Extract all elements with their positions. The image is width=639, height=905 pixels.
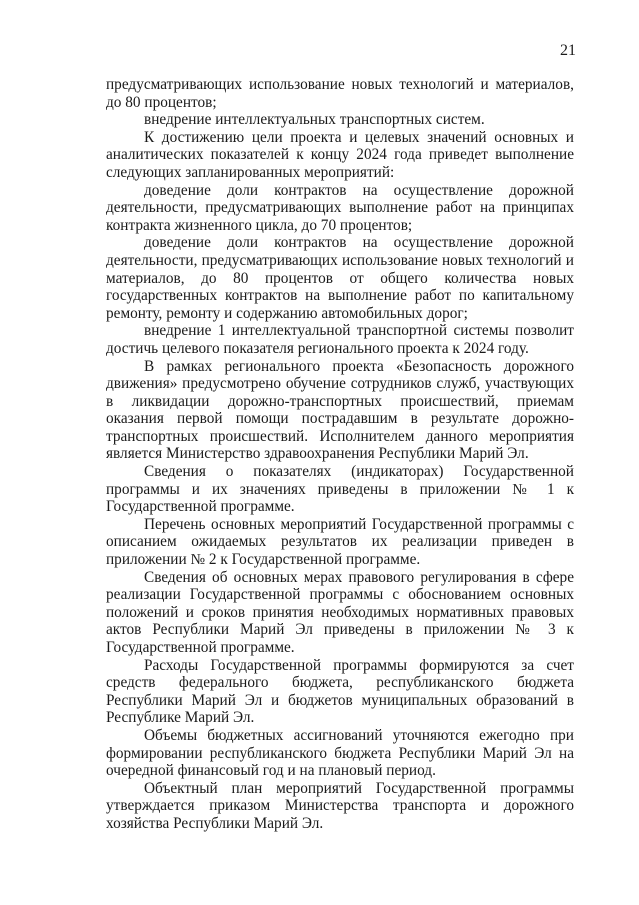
paragraph: доведение доли контрактов на осуществление дорожной деятельности, предусматривающих выполнение работ на принципах контракта жизненного цикла, до 70 процентов; [106,181,574,234]
paragraph: Сведения об основных мерах правового регулирования в сфере реализации Государственной программы с обоснованием основных положений и сроков принятия необходимых нормативных правовых актов Республики Марий Эл приведены в приложении № 3 к Государственной программе. [106,568,574,656]
paragraph: внедрение интеллектуальных транспортных систем. [144,111,485,129]
paragraph: предусматривающих использование новых технологий и материалов, до 80 процентов; [106,76,574,111]
paragraph: Сведения о показателях (индикаторах) Государственной программы и их значениях приведены в приложении № 1 к Государственной программе. [106,463,574,516]
document-body [106,76,574,833]
page-number: 21 [560,42,576,59]
paragraph: Объемы бюджетных ассигнований уточняются ежегодно при формировании республиканского бюджета Республики Марий Эл на очередной финансовый год и на плановый период. [106,726,574,780]
paragraph: Расходы Государственной программы формируются за счет средств федерального бюджета, республиканского бюджета Республики Марий Эл и бюджетов муниципальных образований в Республике Марий Эл. [106,656,574,727]
paragraph: доведение доли контрактов на осуществление дорожной деятельности, предусматривающих использование новых технологий и материалов, до 80 процентов от общего количества новых государственных контрактов на выполнение работ по капитальному ремонту, ремонту и содержанию автомобильных дорог; [106,234,574,322]
paragraph: Объектный план мероприятий Государственной программы утверждается приказом Министерства транспорта и дорожного хозяйства Республики Марий Эл. [106,779,574,832]
paragraph: В рамках регионального проекта «Безопасность дорожного движения» предусмотрено обучение сотрудников служб, участвующих в ликвидации дорожно-транспортных происшествий, приемам оказания первой помощи пострадавшим в результате дорожно-транспортных происшествий. Исполнителем данного мероприятия является Министерство здравоохранения Республики Марий Эл. [106,357,574,463]
paragraph: внедрение 1 интеллектуальной транспортной системы позволит достичь целевого показателя регионального проекта к 2024 году. [106,322,574,357]
paragraph: Перечень основных мероприятий Государственной программы с описанием ожидаемых результатов их реализации приведен в приложении № 2 к Государственной программе. [106,515,574,569]
paragraph: К достижению цели проекта и целевых значений основных и аналитических показателей к концу 2024 года приведет выполнение следующих запланированных мероприятий: [106,128,574,181]
